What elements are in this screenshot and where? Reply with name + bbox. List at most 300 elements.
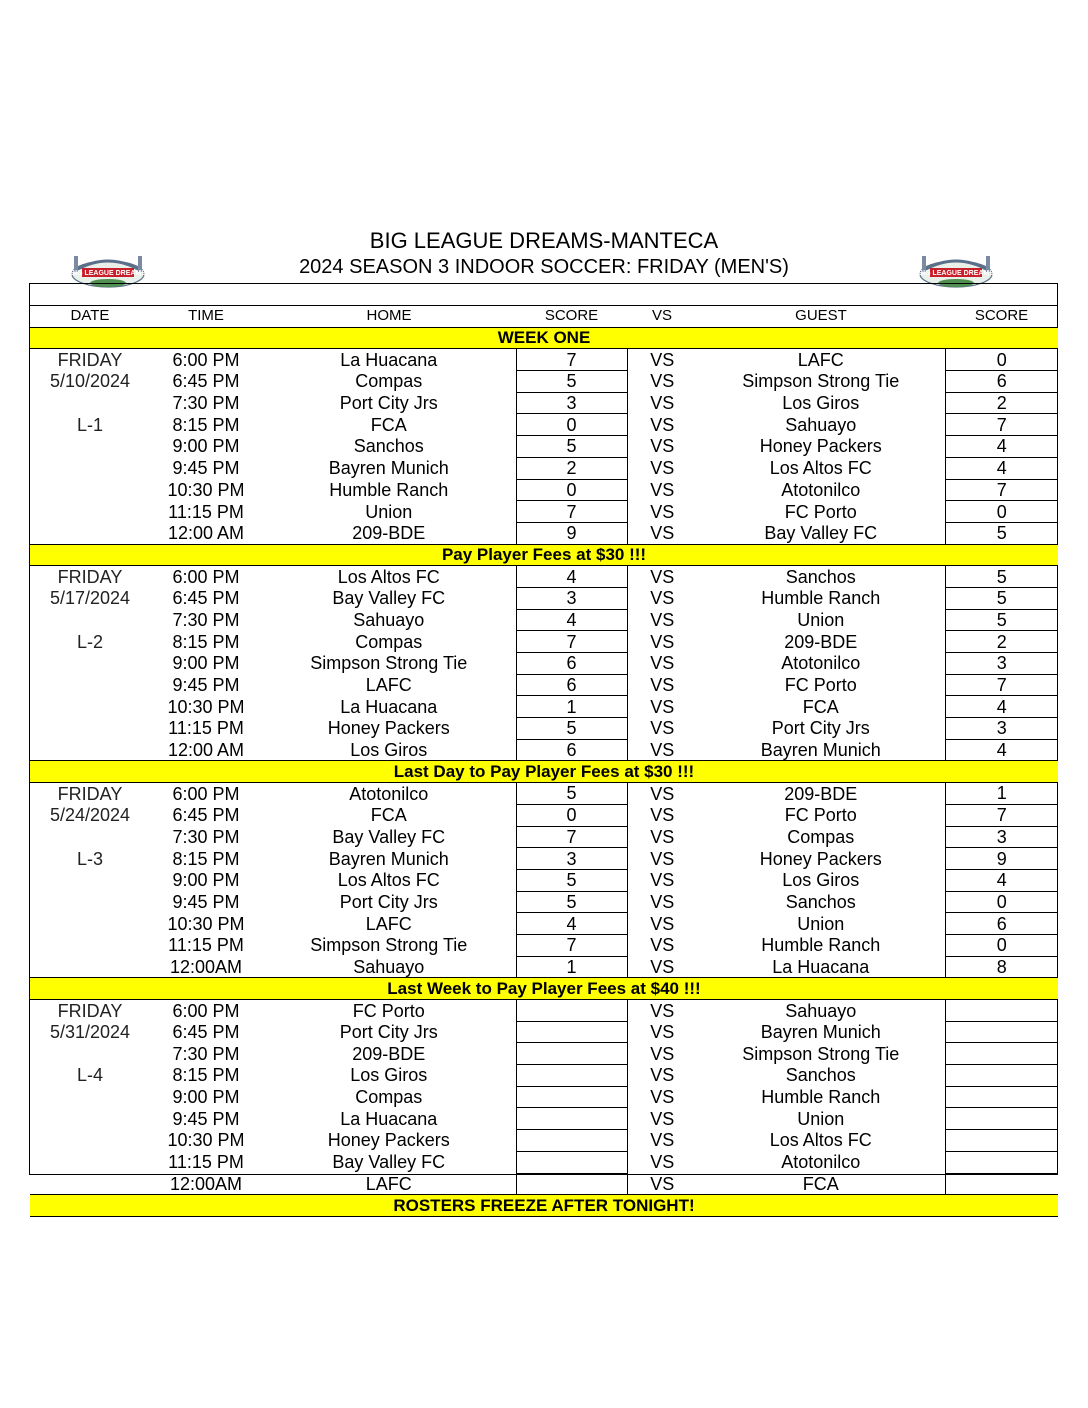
vs-cell: VS: [650, 783, 675, 804]
home-score-cell: 6: [516, 653, 627, 675]
date-cell: 5/17/2024: [49, 588, 131, 609]
time-cell: 11:15 PM: [168, 501, 244, 522]
page-title: BIG LEAGUE DREAMS-MANTECA: [369, 228, 719, 253]
guest-score-cell: 7: [945, 479, 1058, 501]
guest-score-cell: [945, 1043, 1058, 1065]
page-subtitle: 2024 SEASON 3 INDOOR SOCCER: FRIDAY (MEN'S): [299, 256, 789, 278]
time-cell: 9:45 PM: [172, 675, 240, 696]
game-row: [30, 522, 1058, 544]
time-cell: 10:30 PM: [167, 913, 245, 934]
game-row: [30, 1173, 1058, 1195]
date-cell: [30, 1130, 150, 1152]
home-score-cell: 0: [516, 479, 627, 501]
game-row: [30, 674, 1058, 696]
game-row: [30, 1043, 1058, 1065]
home-team-cell: Los Altos FC: [337, 870, 440, 891]
vs-cell: VS: [650, 913, 675, 934]
svg-text:BIG LEAGUE DREAMS: BIG LEAGUE DREAMS: [918, 270, 994, 277]
time-cell: 10:30 PM: [167, 1130, 245, 1151]
guest-team-cell: La Huacana: [772, 956, 870, 977]
guest-team-cell: Humble Ranch: [761, 935, 881, 956]
guest-score-cell: 0: [945, 934, 1058, 956]
home-score-cell: 4: [516, 566, 627, 588]
date-cell: L-2: [76, 631, 103, 652]
game-row: [30, 501, 1058, 523]
home-team-cell: Honey Packers: [327, 718, 450, 739]
vs-cell: VS: [650, 371, 675, 392]
game-row: [30, 718, 1058, 740]
vs-cell: VS: [650, 1173, 675, 1194]
banner-notice: Last Week to Pay Player Fees at $40 !!!: [30, 978, 1058, 1000]
home-score-cell: 7: [516, 349, 627, 371]
column-header-row: [30, 306, 1058, 328]
guest-score-cell: 0: [945, 891, 1058, 913]
banner-notice: Pay Player Fees at $30 !!!: [30, 544, 1058, 566]
home-score-cell: [516, 1151, 627, 1173]
guest-team-cell: Simpson Strong Tie: [742, 1043, 900, 1064]
time-cell: 6:45 PM: [172, 371, 240, 392]
vs-cell: VS: [650, 956, 675, 977]
home-team-cell: Compas: [355, 631, 423, 652]
home-team-cell: Honey Packers: [327, 1130, 450, 1151]
game-row: [30, 1130, 1058, 1152]
guest-score-cell: 6: [945, 371, 1058, 393]
vs-cell: VS: [650, 805, 675, 826]
guest-team-cell: FC Porto: [784, 675, 857, 696]
game-row: [30, 414, 1058, 436]
home-score-cell: [516, 1130, 627, 1152]
vs-cell: VS: [650, 653, 675, 674]
column-header-time: TIME: [150, 306, 262, 328]
date-cell: [30, 653, 150, 675]
guest-score-cell: 2: [945, 631, 1058, 653]
game-row: [30, 587, 1058, 609]
date-cell: [30, 956, 150, 978]
guest-score-cell: 5: [945, 522, 1058, 544]
guest-score-cell: 5: [945, 609, 1058, 631]
vs-cell: VS: [650, 675, 675, 696]
guest-team-cell: Sahuayo: [785, 1000, 857, 1021]
game-row: [30, 1151, 1058, 1173]
column-header-home: HOME: [262, 306, 516, 328]
time-cell: 6:45 PM: [172, 588, 240, 609]
home-score-cell: 3: [516, 392, 627, 414]
date-cell: [30, 674, 150, 696]
game-row: [30, 653, 1058, 675]
guest-team-cell: FCA: [802, 696, 839, 717]
time-cell: 12:00AM: [169, 956, 243, 977]
time-cell: 12:00 AM: [167, 522, 245, 543]
guest-team-cell: Sanchos: [785, 1065, 856, 1086]
home-team-cell: Sahuayo: [353, 956, 425, 977]
home-score-cell: 3: [516, 587, 627, 609]
game-row: [30, 696, 1058, 718]
banner-row: [30, 1195, 1058, 1217]
guest-score-cell: [945, 1130, 1058, 1152]
guest-team-cell: FC Porto: [784, 805, 857, 826]
vs-cell: VS: [650, 935, 675, 956]
guest-team-cell: Los Giros: [782, 870, 860, 891]
vs-cell: VS: [650, 826, 675, 847]
vs-cell: VS: [650, 349, 675, 370]
guest-score-cell: 6: [945, 913, 1058, 935]
banner-row: [30, 544, 1058, 566]
game-row: [30, 848, 1058, 870]
guest-team-cell: Compas: [787, 826, 855, 847]
guest-team-cell: Sanchos: [785, 566, 856, 587]
guest-score-cell: [945, 1151, 1058, 1173]
date-cell: [30, 718, 150, 740]
home-score-cell: 7: [516, 934, 627, 956]
home-team-cell: Los Giros: [350, 739, 428, 760]
date-cell: FRIDAY: [57, 1000, 123, 1021]
home-team-cell: Los Altos FC: [337, 566, 440, 587]
time-cell: 6:45 PM: [172, 805, 240, 826]
game-row: [30, 804, 1058, 826]
guest-score-cell: 0: [945, 349, 1058, 371]
date-cell: [30, 826, 150, 848]
time-cell: 8:15 PM: [172, 414, 240, 435]
guest-team-cell: 209-BDE: [784, 631, 858, 652]
game-row: [30, 1000, 1058, 1022]
guest-team-cell: Atotonilco: [781, 1152, 861, 1173]
guest-score-cell: 3: [945, 653, 1058, 675]
date-cell: [30, 696, 150, 718]
guest-team-cell: FC Porto: [784, 501, 857, 522]
home-team-cell: Sahuayo: [353, 609, 425, 630]
column-header-guest: GUEST: [697, 306, 945, 328]
home-team-cell: FCA: [370, 805, 407, 826]
home-team-cell: 209-BDE: [352, 522, 426, 543]
guest-score-cell: [945, 1000, 1058, 1022]
home-score-cell: 5: [516, 869, 627, 891]
home-score-cell: 0: [516, 414, 627, 436]
home-team-cell: Port City Jrs: [339, 393, 438, 414]
vs-cell: VS: [650, 1065, 675, 1086]
time-cell: 6:00 PM: [172, 783, 240, 804]
home-team-cell: Bay Valley FC: [332, 588, 446, 609]
date-cell: 5/24/2024: [49, 805, 131, 826]
banner-row: [30, 327, 1058, 349]
home-score-cell: 1: [516, 956, 627, 978]
game-row: [30, 566, 1058, 588]
home-team-cell: Port City Jrs: [339, 1022, 438, 1043]
guest-score-cell: [945, 1065, 1058, 1087]
home-score-cell: 1: [516, 696, 627, 718]
home-score-cell: 5: [516, 436, 627, 458]
home-team-cell: 209-BDE: [352, 1043, 426, 1064]
home-score-cell: 5: [516, 718, 627, 740]
date-cell: [30, 457, 150, 479]
game-row: [30, 349, 1058, 371]
guest-team-cell: Honey Packers: [759, 436, 882, 457]
home-team-cell: FC Porto: [352, 1000, 425, 1021]
guest-score-cell: 3: [945, 826, 1058, 848]
date-cell: 5/31/2024: [49, 1022, 131, 1043]
banner-week-one: WEEK ONE: [30, 327, 1058, 349]
game-row: [30, 739, 1058, 761]
date-cell: [30, 522, 150, 544]
date-cell: L-1: [76, 414, 103, 435]
time-cell: 8:15 PM: [172, 1065, 240, 1086]
guest-score-cell: 3: [945, 718, 1058, 740]
guest-team-cell: Bay Valley FC: [764, 522, 878, 543]
banner-notice: ROSTERS FREEZE AFTER TONIGHT!: [30, 1195, 1058, 1217]
game-row: [30, 913, 1058, 935]
home-score-cell: 0: [516, 804, 627, 826]
vs-cell: VS: [650, 479, 675, 500]
game-row: [30, 934, 1058, 956]
time-cell: 7:30 PM: [172, 393, 240, 414]
home-team-cell: Compas: [355, 371, 423, 392]
time-cell: 10:30 PM: [167, 696, 245, 717]
home-team-cell: Bayren Munich: [328, 848, 449, 869]
home-score-cell: 6: [516, 674, 627, 696]
guest-team-cell: Atotonilco: [781, 653, 861, 674]
guest-score-cell: 7: [945, 674, 1058, 696]
time-cell: 9:00 PM: [172, 870, 240, 891]
time-cell: 7:30 PM: [172, 1043, 240, 1064]
guest-team-cell: Sahuayo: [785, 414, 857, 435]
guest-score-cell: 4: [945, 739, 1058, 761]
home-score-cell: 7: [516, 501, 627, 523]
home-score-cell: [516, 1065, 627, 1087]
home-team-cell: Simpson Strong Tie: [310, 935, 468, 956]
guest-team-cell: 209-BDE: [784, 783, 858, 804]
date-cell: [30, 1108, 150, 1130]
home-score-cell: 9: [516, 522, 627, 544]
home-team-cell: Port City Jrs: [339, 891, 438, 912]
guest-score-cell: 8: [945, 956, 1058, 978]
svg-text:BIG LEAGUE DREAMS: BIG LEAGUE DREAMS: [70, 270, 146, 277]
date-cell: FRIDAY: [57, 349, 123, 370]
home-team-cell: LAFC: [365, 675, 412, 696]
home-score-cell: [516, 1086, 627, 1108]
guest-score-cell: 4: [945, 696, 1058, 718]
home-team-cell: Simpson Strong Tie: [310, 653, 468, 674]
time-cell: 9:00 PM: [172, 653, 240, 674]
date-cell: FRIDAY: [57, 566, 123, 587]
date-cell: L-4: [76, 1065, 103, 1086]
home-team-cell: Los Giros: [350, 1065, 428, 1086]
game-row: [30, 631, 1058, 653]
vs-cell: VS: [650, 436, 675, 457]
guest-team-cell: Los Altos FC: [769, 458, 872, 479]
vs-cell: VS: [650, 1000, 675, 1021]
vs-cell: VS: [650, 393, 675, 414]
guest-team-cell: LAFC: [797, 349, 844, 370]
home-team-cell: La Huacana: [340, 1108, 438, 1129]
date-cell: [30, 479, 150, 501]
guest-score-cell: [945, 1108, 1058, 1130]
vs-cell: VS: [650, 848, 675, 869]
date-cell: [30, 392, 150, 414]
date-cell: [30, 913, 150, 935]
time-cell: 8:15 PM: [172, 848, 240, 869]
guest-score-cell: 5: [945, 566, 1058, 588]
vs-cell: VS: [650, 1022, 675, 1043]
home-team-cell: Bay Valley FC: [332, 1152, 446, 1173]
time-cell: 9:45 PM: [172, 458, 240, 479]
guest-team-cell: Bayren Munich: [760, 739, 881, 760]
guest-score-cell: 4: [945, 436, 1058, 458]
date-cell: [30, 891, 150, 913]
banner-row: [30, 761, 1058, 783]
guest-score-cell: 7: [945, 804, 1058, 826]
vs-cell: VS: [650, 891, 675, 912]
game-row: [30, 1065, 1058, 1087]
vs-cell: VS: [650, 1130, 675, 1151]
time-cell: 7:30 PM: [172, 609, 240, 630]
vs-cell: VS: [650, 870, 675, 891]
time-cell: 6:45 PM: [172, 1022, 240, 1043]
date-cell: [30, 739, 150, 761]
time-cell: 6:00 PM: [172, 349, 240, 370]
vs-cell: VS: [650, 458, 675, 479]
home-team-cell: Atotonilco: [349, 783, 429, 804]
guest-team-cell: Union: [797, 1108, 845, 1129]
column-header-home-score: SCORE: [516, 306, 627, 328]
date-cell: [30, 934, 150, 956]
game-row: [30, 1108, 1058, 1130]
home-score-cell: [516, 1173, 627, 1195]
date-cell: [30, 609, 150, 631]
time-cell: 9:00 PM: [172, 1087, 240, 1108]
date-cell: [30, 1173, 150, 1195]
game-row: [30, 826, 1058, 848]
time-cell: 7:30 PM: [172, 826, 240, 847]
guest-score-cell: [945, 1173, 1058, 1195]
schedule-table: [30, 305, 1058, 1217]
vs-cell: VS: [650, 696, 675, 717]
home-score-cell: 7: [516, 826, 627, 848]
time-cell: 12:00AM: [169, 1173, 243, 1194]
home-team-cell: Compas: [355, 1087, 423, 1108]
guest-score-cell: 0: [945, 501, 1058, 523]
game-row: [30, 392, 1058, 414]
vs-cell: VS: [650, 1087, 675, 1108]
date-cell: [30, 869, 150, 891]
home-team-cell: Union: [365, 501, 413, 522]
date-cell: [30, 1043, 150, 1065]
banner-notice: Last Day to Pay Player Fees at $30 !!!: [30, 761, 1058, 783]
banner-row: [30, 978, 1058, 1000]
home-score-cell: 4: [516, 609, 627, 631]
date-cell: [30, 501, 150, 523]
game-row: [30, 1086, 1058, 1108]
guest-score-cell: 2: [945, 392, 1058, 414]
time-cell: 10:30 PM: [167, 479, 245, 500]
column-header-vs: VS: [627, 306, 697, 328]
guest-team-cell: Union: [797, 609, 845, 630]
home-team-cell: Bayren Munich: [328, 458, 449, 479]
time-cell: 11:15 PM: [168, 1152, 244, 1173]
home-score-cell: 3: [516, 848, 627, 870]
vs-cell: VS: [650, 1043, 675, 1064]
guest-team-cell: Atotonilco: [781, 479, 861, 500]
home-score-cell: [516, 1021, 627, 1043]
vs-cell: VS: [650, 1152, 675, 1173]
guest-score-cell: 4: [945, 869, 1058, 891]
guest-team-cell: Sanchos: [785, 891, 856, 912]
game-row: [30, 956, 1058, 978]
guest-team-cell: Humble Ranch: [761, 588, 881, 609]
time-cell: 9:45 PM: [172, 1108, 240, 1129]
home-score-cell: [516, 1108, 627, 1130]
vs-cell: VS: [650, 1108, 675, 1129]
guest-score-cell: 5: [945, 587, 1058, 609]
time-cell: 6:00 PM: [172, 1000, 240, 1021]
game-row: [30, 479, 1058, 501]
guest-team-cell: Union: [797, 913, 845, 934]
time-cell: 6:00 PM: [172, 566, 240, 587]
date-cell: [30, 1151, 150, 1173]
home-score-cell: 7: [516, 631, 627, 653]
time-cell: 12:00 AM: [167, 739, 245, 760]
home-score-cell: 5: [516, 783, 627, 805]
game-row: [30, 1021, 1058, 1043]
home-score-cell: [516, 1000, 627, 1022]
date-cell: FRIDAY: [57, 783, 123, 804]
time-cell: 8:15 PM: [172, 631, 240, 652]
home-score-cell: 5: [516, 891, 627, 913]
guest-score-cell: [945, 1086, 1058, 1108]
vs-cell: VS: [650, 501, 675, 522]
time-cell: 11:15 PM: [168, 718, 244, 739]
date-cell: 5/10/2024: [49, 371, 131, 392]
home-score-cell: 5: [516, 371, 627, 393]
home-team-cell: La Huacana: [340, 696, 438, 717]
home-score-cell: 2: [516, 457, 627, 479]
home-team-cell: Sanchos: [353, 436, 424, 457]
guest-score-cell: 1: [945, 783, 1058, 805]
vs-cell: VS: [650, 609, 675, 630]
vs-cell: VS: [650, 566, 675, 587]
vs-cell: VS: [650, 631, 675, 652]
game-row: [30, 609, 1058, 631]
vs-cell: VS: [650, 739, 675, 760]
guest-team-cell: Los Giros: [782, 393, 860, 414]
time-cell: 9:00 PM: [172, 436, 240, 457]
vs-cell: VS: [650, 522, 675, 543]
vs-cell: VS: [650, 718, 675, 739]
time-cell: 11:15 PM: [168, 935, 244, 956]
game-row: [30, 457, 1058, 479]
home-team-cell: Humble Ranch: [329, 479, 449, 500]
guest-team-cell: Humble Ranch: [761, 1087, 881, 1108]
guest-team-cell: FCA: [802, 1173, 839, 1194]
guest-score-cell: [945, 1021, 1058, 1043]
vs-cell: VS: [650, 414, 675, 435]
home-team-cell: Bay Valley FC: [332, 826, 446, 847]
home-team-cell: LAFC: [365, 913, 412, 934]
date-cell: L-3: [76, 848, 103, 869]
guest-team-cell: Bayren Munich: [760, 1022, 881, 1043]
home-team-cell: La Huacana: [340, 349, 438, 370]
game-row: [30, 783, 1058, 805]
guest-score-cell: 4: [945, 457, 1058, 479]
home-team-cell: LAFC: [365, 1173, 412, 1194]
home-score-cell: 6: [516, 739, 627, 761]
home-team-cell: FCA: [370, 414, 407, 435]
guest-score-cell: 7: [945, 414, 1058, 436]
column-header-date: DATE: [30, 306, 150, 328]
game-row: [30, 891, 1058, 913]
guest-team-cell: Honey Packers: [759, 848, 882, 869]
time-cell: 9:45 PM: [172, 891, 240, 912]
guest-team-cell: Port City Jrs: [771, 718, 870, 739]
guest-score-cell: 9: [945, 848, 1058, 870]
